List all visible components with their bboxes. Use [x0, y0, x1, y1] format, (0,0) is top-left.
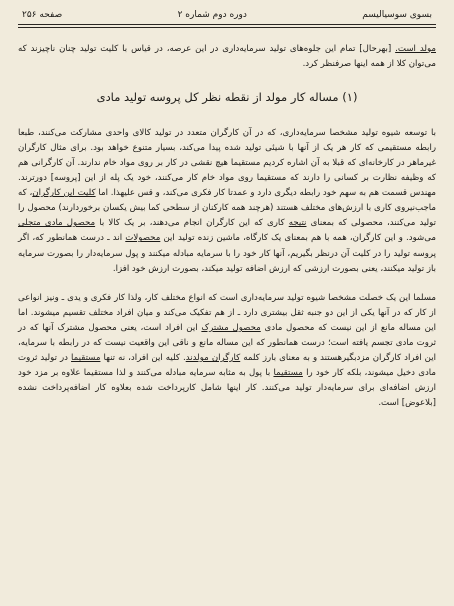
underlined-phrase: محصول مادی متجلی	[18, 218, 96, 229]
intro-paragraph	[18, 42, 436, 72]
underlined-phrase: مستقیما	[71, 353, 101, 364]
underlined-phrase: محصولات	[125, 233, 161, 244]
journal-title: بسوی سوسیالیسم	[362, 10, 432, 20]
text-run: [بهرحال] تمام این جلوه‌های تولید سرمایه‌داری در این عرصه، در قیاس با کلیت تولید چنان ناچیزند که می‌توان کلا از همه اینها صرفنظر کرد.	[18, 43, 436, 69]
underlined-phrase: کلیت این کارگران	[32, 188, 96, 199]
underlined-phrase: محصول مشترک	[201, 322, 261, 333]
underlined-phrase: کارگران مولدند	[185, 353, 241, 364]
underlined-phrase: مولد است.	[395, 43, 436, 54]
underlined-phrase: نتیجه	[288, 218, 307, 229]
text-run: با توسعه شیوه تولید مشخصا سرمایه‌داری، که در آن کارگران متعدد در تولید کالای واحدی مشارکت می‌کنند، طبعا رابطه مستقیمی که کار هر یک از آنها با شیئی تولید شده پیدا می‌کند، بسیار متنوع خواهد بود. برای مثال کارگران غیرماهر در کارخانه‌ای که قبلا به آن اشاره کردیم مستقیما هیچ نقشی در کار بر روی مواد خام ندارند. آن کارگرانی هم که وظیفه نظارت بر کسانی را دارند که مستقیما روی مواد خام کار می‌کنند، خود یک پله از این [پروسه] دورترند. مهندس قسمت هم به سهم خود رابطه دیگری دارد و عمدتا کار فکری می‌کند، و قس علیهذا. اما	[18, 127, 436, 199]
text-run: کاری که این کارگران انجام می‌دهند، بر یک کالا با	[95, 218, 289, 229]
text-run: ، که ماجب‌نیروی کاری با ارزش‌های مختلف هستند (هرچند همه کارکنان از سطحی کما بیش یکسان برخوردارند) محصول را تولید می‌کنند، محصولی که بمعنای	[18, 188, 436, 229]
header-rule-thick	[18, 24, 436, 25]
text-run: مسلما این یک خصلت مشخصا شیوه تولید سرمایه‌داری است که انواع مختلف کار، ولذا کار فکری و یدی ـ ونیز انواعی از کار که در آنها یکی از این دو جنبه ثقل بیشتری دارد ـ از هم تفکیک می‌کند و میان افراد مختلف تقسیم میشوند. اما این مساله مانع از این نیست که محصول مادی	[18, 292, 436, 333]
section-heading: (۱) مساله کار مولد از نقطه نظر کل پروسه تولید مادی	[96, 89, 358, 104]
paragraph-2	[18, 291, 436, 412]
text-run: با پول به مثابه سرمایه مبادله می‌کنند و لذا مستقیما علاوه بر مزد خود ارزش اضافه‌ای برای سرمایه‌دار تولید می‌کنند. کار اینها شامل کارپرداخت شده بعلاوه کار اضافه‌پرداخت نشده [بلاعوض] است.	[18, 368, 436, 409]
issue-label: دوره دوم شماره ۲	[177, 10, 247, 20]
text-run: . کلیه این افراد، نه تنها	[100, 353, 186, 364]
paragraph-1	[18, 126, 436, 277]
text-run: این افراد است، یعنی محصول مشترک آنها که در ثروت مادی تجسم یافته است؛ درست همانطور که این مساله مانع و ناقی این واقعیت نیست که در رابطه با سرمایه، این افراد کارگران مزدبگیرهستند و به معنای بارز کلمه	[18, 322, 436, 364]
header-rule-thin	[18, 27, 436, 28]
text-run: اند ـ درست همانطور که، اگر پروسه تولید را در کلیت آن درنظر بگیریم، آنها کار خود را با سرمایه مبادله میکنند و پول سرمایه‌دار را بصورت سرمایه باز تولید میکنند، یعنی بصورت ارزشی که ارزش اضافه تولید میکند، بصورت ارزش خود افزا.	[18, 233, 436, 274]
underlined-phrase: مستقیما	[273, 368, 303, 379]
body-text	[18, 42, 436, 412]
text-run: می‌شود. و این کارگران، همه با هم بمعنای یک کارگاه، ماشین زنده تولید این	[160, 233, 436, 244]
text-run: در تولید ثروت مادی دخیل میشوند، بلکه کار خود را	[18, 353, 437, 379]
paragraph-gap	[18, 277, 436, 291]
page-number: صفحه ۲۵۶	[22, 10, 63, 20]
running-header	[18, 8, 436, 22]
